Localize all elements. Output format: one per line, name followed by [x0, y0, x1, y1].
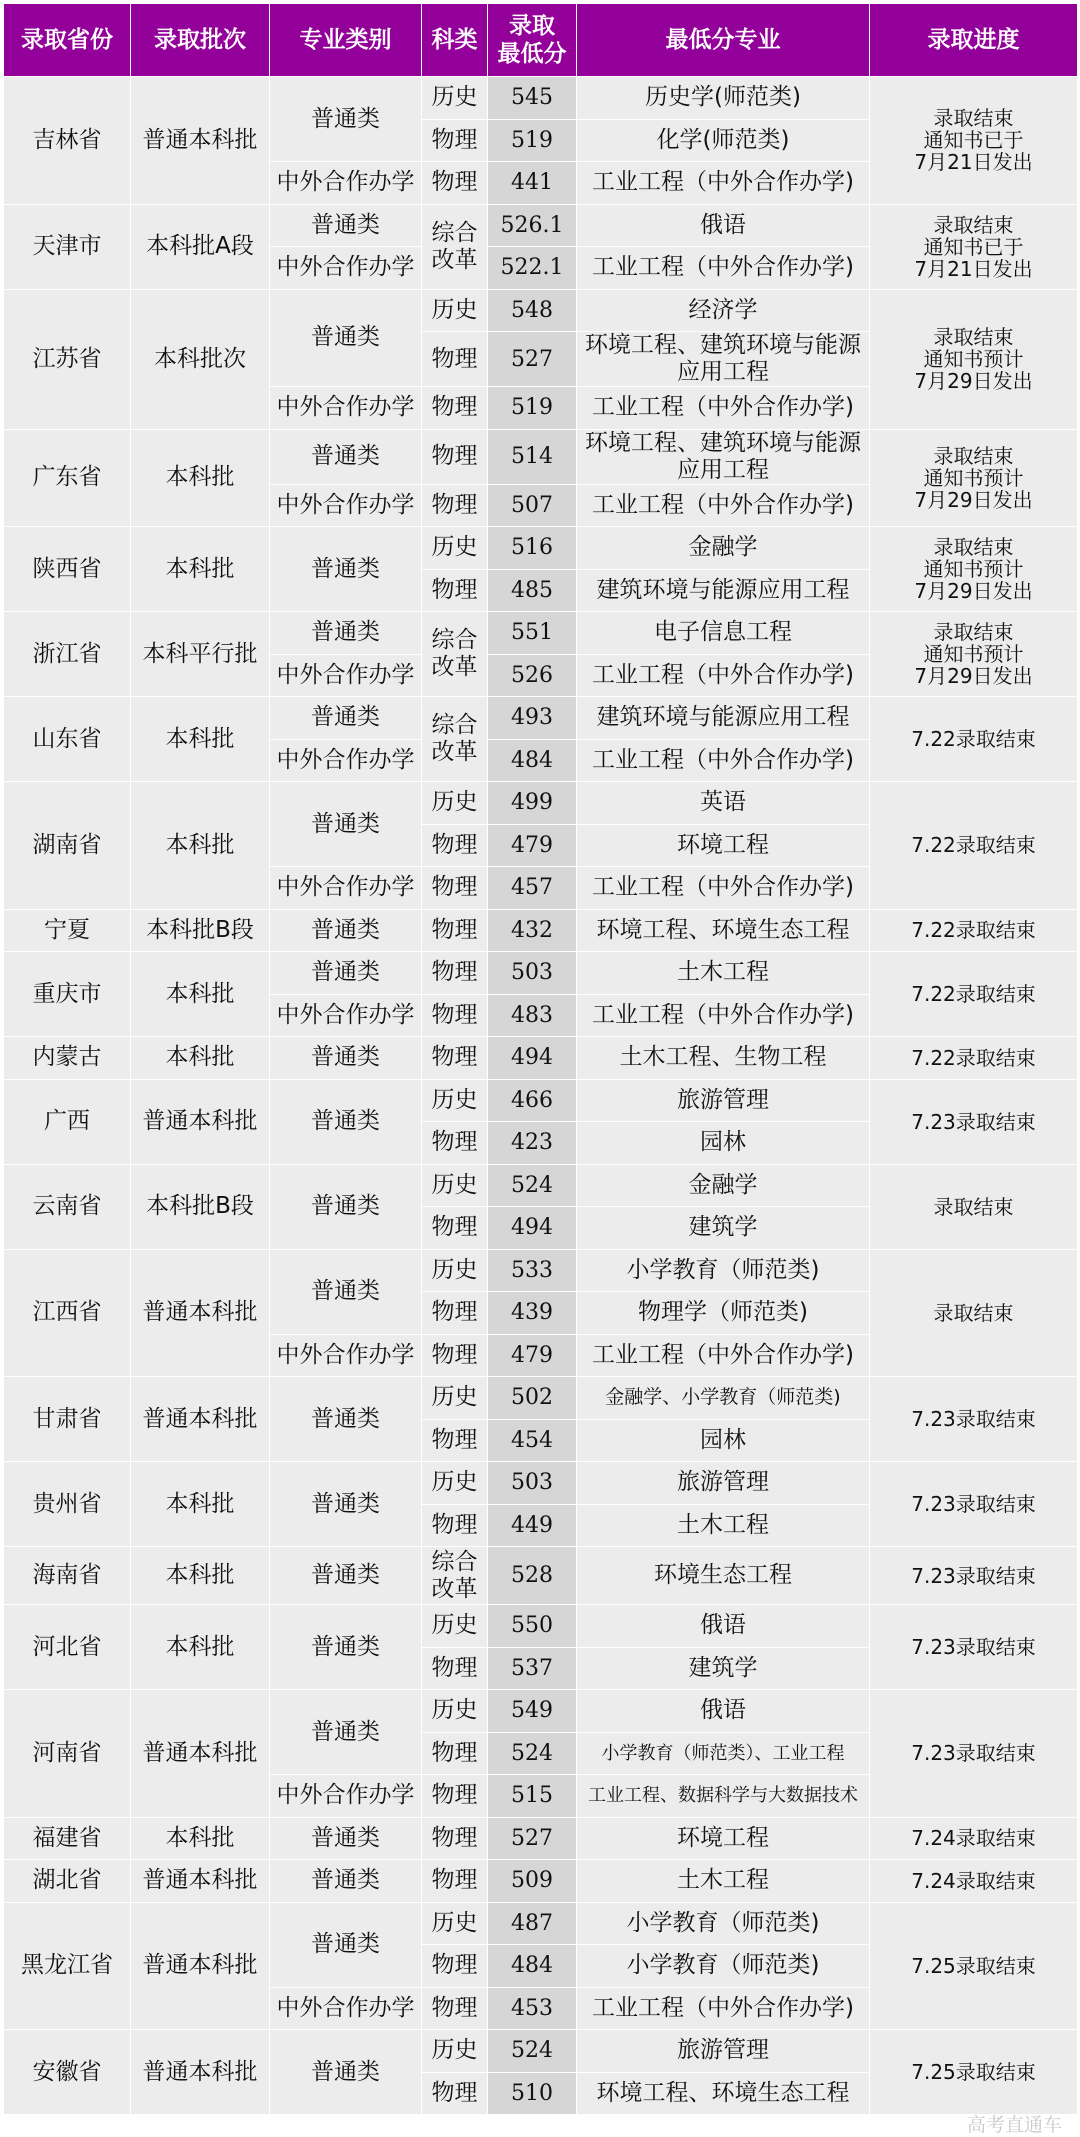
subject-cell: 物理 [422, 1504, 488, 1547]
subject-cell: 历史 [422, 1164, 488, 1207]
province-cell: 重庆市 [4, 952, 131, 1037]
subject-cell: 物理 [422, 1419, 488, 1462]
major-cell: 旅游管理 [577, 2030, 870, 2073]
major-cell: 俄语 [577, 1605, 870, 1648]
header-min-score: 录取 最低分 [488, 4, 577, 77]
score-cell: 522.1 [488, 247, 577, 290]
score-cell: 479 [488, 1334, 577, 1377]
table-row [4, 1164, 1078, 1207]
major-cell: 建筑学 [577, 1647, 870, 1690]
category-cell: 中外合作办学 [270, 1334, 422, 1377]
subject-cell: 物理 [422, 1037, 488, 1080]
subject-cell: 物理 [422, 952, 488, 995]
major-cell: 历史学(师范类) [577, 77, 870, 120]
category-cell: 普通类 [270, 697, 422, 740]
subject-cell: 物理 [422, 1945, 488, 1988]
province-cell: 湖南省 [4, 782, 131, 910]
header-batch: 录取批次 [131, 4, 270, 77]
category-cell: 普通类 [270, 204, 422, 247]
major-cell: 电子信息工程 [577, 612, 870, 655]
subject-cell: 物理 [422, 909, 488, 952]
subject-cell: 物理 [422, 387, 488, 430]
major-cell: 建筑学 [577, 1207, 870, 1250]
score-cell: 515 [488, 1775, 577, 1818]
subject-cell: 物理 [422, 1207, 488, 1250]
subject-cell: 物理 [422, 1647, 488, 1690]
subject-cell: 历史 [422, 1079, 488, 1122]
category-cell: 普通类 [270, 1164, 422, 1249]
table-row [4, 1462, 1078, 1505]
category-cell: 普通类 [270, 1902, 422, 1987]
score-cell: 484 [488, 1945, 577, 1988]
major-cell: 金融学、小学教育（师范类) [577, 1377, 870, 1420]
major-cell: 土木工程 [577, 952, 870, 995]
major-cell: 土木工程 [577, 1504, 870, 1547]
category-cell: 普通类 [270, 1462, 422, 1547]
progress-cell: 7.22录取结束 [870, 952, 1078, 1037]
category-cell: 普通类 [270, 952, 422, 995]
subject-cell: 物理 [422, 332, 488, 387]
score-cell: 549 [488, 1690, 577, 1733]
table-row [4, 697, 1078, 740]
table-row [4, 1079, 1078, 1122]
subject-cell: 历史 [422, 1690, 488, 1733]
category-cell: 普通类 [270, 909, 422, 952]
score-cell: 537 [488, 1647, 577, 1690]
progress-cell: 录取结束 [870, 1164, 1078, 1249]
category-cell: 普通类 [270, 1690, 422, 1775]
major-cell: 小学教育（师范类) [577, 1902, 870, 1945]
table-row [4, 2030, 1078, 2073]
batch-cell: 普通本科批 [131, 1860, 270, 1903]
subject-cell: 物理 [422, 1775, 488, 1818]
major-cell: 环境工程 [577, 824, 870, 867]
category-cell: 普通类 [270, 1547, 422, 1605]
province-cell: 江西省 [4, 1249, 131, 1377]
subject-cell: 历史 [422, 527, 488, 570]
batch-cell: 普通本科批 [131, 2030, 270, 2115]
province-cell: 黑龙江省 [4, 1902, 131, 2030]
score-cell: 550 [488, 1605, 577, 1648]
progress-cell: 录取结束 [870, 1249, 1078, 1377]
subject-cell: 综合 改革 [422, 1547, 488, 1605]
header-row [4, 4, 1078, 77]
table-row [4, 1249, 1078, 1292]
subject-cell: 历史 [422, 1605, 488, 1648]
score-cell: 493 [488, 697, 577, 740]
category-cell: 中外合作办学 [270, 484, 422, 527]
subject-cell: 历史 [422, 782, 488, 825]
score-cell: 527 [488, 1817, 577, 1860]
major-cell: 土木工程 [577, 1860, 870, 1903]
subject-cell: 历史 [422, 2030, 488, 2073]
progress-cell: 7.23录取结束 [870, 1547, 1078, 1605]
admission-table [3, 3, 1078, 2115]
province-cell: 浙江省 [4, 612, 131, 697]
major-cell: 建筑环境与能源应用工程 [577, 569, 870, 612]
major-cell: 俄语 [577, 1690, 870, 1733]
major-cell: 工业工程、数据科学与大数据技术 [577, 1775, 870, 1818]
score-cell: 528 [488, 1547, 577, 1605]
table-row [4, 289, 1078, 332]
category-cell: 普通类 [270, 429, 422, 484]
progress-cell: 7.25录取结束 [870, 1902, 1078, 2030]
major-cell: 旅游管理 [577, 1462, 870, 1505]
table-row [4, 1547, 1078, 1605]
subject-cell: 历史 [422, 1249, 488, 1292]
score-cell: 423 [488, 1122, 577, 1165]
header-province: 录取省份 [4, 4, 131, 77]
category-cell: 中外合作办学 [270, 867, 422, 910]
progress-cell: 7.23录取结束 [870, 1605, 1078, 1690]
province-cell: 山东省 [4, 697, 131, 782]
subject-cell: 物理 [422, 569, 488, 612]
progress-cell: 7.22录取结束 [870, 782, 1078, 910]
subject-cell: 物理 [422, 2072, 488, 2115]
score-cell: 526.1 [488, 204, 577, 247]
batch-cell: 普通本科批 [131, 1249, 270, 1377]
score-cell: 439 [488, 1292, 577, 1335]
batch-cell: 普通本科批 [131, 1377, 270, 1462]
table-row [4, 1037, 1078, 1080]
category-cell: 中外合作办学 [270, 739, 422, 782]
progress-cell: 录取结束 通知书已于 7月21日发出 [870, 77, 1078, 205]
major-cell: 工业工程（中外合作办学) [577, 739, 870, 782]
score-cell: 479 [488, 824, 577, 867]
table-row [4, 952, 1078, 995]
province-cell: 广东省 [4, 429, 131, 527]
batch-cell: 普通本科批 [131, 1690, 270, 1818]
province-cell: 吉林省 [4, 77, 131, 205]
table-row [4, 77, 1078, 120]
province-cell: 天津市 [4, 204, 131, 289]
category-cell: 普通类 [270, 782, 422, 867]
major-cell: 环境工程、环境生态工程 [577, 909, 870, 952]
score-cell: 449 [488, 1504, 577, 1547]
category-cell: 中外合作办学 [270, 1775, 422, 1818]
category-cell: 普通类 [270, 1037, 422, 1080]
table-row [4, 1860, 1078, 1903]
category-cell: 中外合作办学 [270, 387, 422, 430]
major-cell: 工业工程（中外合作办学) [577, 484, 870, 527]
major-cell: 金融学 [577, 527, 870, 570]
subject-cell: 物理 [422, 1292, 488, 1335]
batch-cell: 本科批 [131, 1462, 270, 1547]
score-cell: 514 [488, 429, 577, 484]
score-cell: 432 [488, 909, 577, 952]
subject-cell: 综合 改革 [422, 204, 488, 289]
province-cell: 宁夏 [4, 909, 131, 952]
major-cell: 工业工程（中外合作办学) [577, 654, 870, 697]
category-cell: 普通类 [270, 1817, 422, 1860]
subject-cell: 历史 [422, 289, 488, 332]
category-cell: 中外合作办学 [270, 162, 422, 205]
major-cell: 环境工程、建筑环境与能源应用工程 [577, 332, 870, 387]
score-cell: 545 [488, 77, 577, 120]
subject-cell: 物理 [422, 1817, 488, 1860]
progress-cell: 7.24录取结束 [870, 1860, 1078, 1903]
major-cell: 小学教育（师范类) [577, 1945, 870, 1988]
category-cell: 普通类 [270, 1605, 422, 1690]
major-cell: 俄语 [577, 204, 870, 247]
category-cell: 普通类 [270, 1860, 422, 1903]
category-cell: 普通类 [270, 1249, 422, 1334]
score-cell: 466 [488, 1079, 577, 1122]
score-cell: 487 [488, 1902, 577, 1945]
header-min-major: 最低分专业 [577, 4, 870, 77]
major-cell: 工业工程（中外合作办学) [577, 162, 870, 205]
subject-cell: 历史 [422, 1462, 488, 1505]
score-cell: 507 [488, 484, 577, 527]
score-cell: 524 [488, 1164, 577, 1207]
category-cell: 普通类 [270, 77, 422, 162]
category-cell: 普通类 [270, 612, 422, 655]
score-cell: 453 [488, 1987, 577, 2030]
score-cell: 454 [488, 1419, 577, 1462]
subject-cell: 物理 [422, 867, 488, 910]
category-cell: 中外合作办学 [270, 247, 422, 290]
progress-cell: 7.22录取结束 [870, 697, 1078, 782]
subject-cell: 综合 改革 [422, 612, 488, 697]
batch-cell: 本科批次 [131, 289, 270, 429]
score-cell: 519 [488, 119, 577, 162]
province-cell: 河北省 [4, 1605, 131, 1690]
subject-cell: 历史 [422, 1377, 488, 1420]
progress-cell: 录取结束 通知书预计 7月29日发出 [870, 429, 1078, 527]
score-cell: 441 [488, 162, 577, 205]
province-cell: 贵州省 [4, 1462, 131, 1547]
score-cell: 551 [488, 612, 577, 655]
progress-cell: 录取结束 通知书已于 7月21日发出 [870, 204, 1078, 289]
province-cell: 甘肃省 [4, 1377, 131, 1462]
watermark-text: 高考直通车 [966, 2114, 1062, 2136]
category-cell: 中外合作办学 [270, 654, 422, 697]
subject-cell: 物理 [422, 1732, 488, 1775]
table-row [4, 612, 1078, 655]
major-cell: 小学教育（师范类）、工业工程 [577, 1732, 870, 1775]
table-row [4, 1902, 1078, 1945]
score-cell: 524 [488, 1732, 577, 1775]
subject-cell: 物理 [422, 162, 488, 205]
score-cell: 503 [488, 952, 577, 995]
category-cell: 中外合作办学 [270, 994, 422, 1037]
score-cell: 510 [488, 2072, 577, 2115]
subject-cell: 历史 [422, 1902, 488, 1945]
score-cell: 503 [488, 1462, 577, 1505]
major-cell: 小学教育（师范类) [577, 1249, 870, 1292]
major-cell: 土木工程、生物工程 [577, 1037, 870, 1080]
score-cell: 494 [488, 1207, 577, 1250]
score-cell: 509 [488, 1860, 577, 1903]
progress-cell: 7.22录取结束 [870, 909, 1078, 952]
batch-cell: 本科批 [131, 527, 270, 612]
province-cell: 河南省 [4, 1690, 131, 1818]
subject-cell: 物理 [422, 824, 488, 867]
major-cell: 金融学 [577, 1164, 870, 1207]
batch-cell: 普通本科批 [131, 1079, 270, 1164]
subject-cell: 物理 [422, 429, 488, 484]
progress-cell: 7.23录取结束 [870, 1079, 1078, 1164]
subject-cell: 综合 改革 [422, 697, 488, 782]
subject-cell: 物理 [422, 1122, 488, 1165]
score-cell: 483 [488, 994, 577, 1037]
batch-cell: 本科批 [131, 952, 270, 1037]
subject-cell: 物理 [422, 1860, 488, 1903]
major-cell: 环境工程、建筑环境与能源应用工程 [577, 429, 870, 484]
major-cell: 环境工程 [577, 1817, 870, 1860]
category-cell: 普通类 [270, 527, 422, 612]
batch-cell: 本科批A段 [131, 204, 270, 289]
batch-cell: 本科批 [131, 1817, 270, 1860]
score-cell: 484 [488, 739, 577, 782]
major-cell: 经济学 [577, 289, 870, 332]
major-cell: 园林 [577, 1122, 870, 1165]
major-cell: 园林 [577, 1419, 870, 1462]
province-cell: 海南省 [4, 1547, 131, 1605]
score-cell: 499 [488, 782, 577, 825]
subject-cell: 历史 [422, 77, 488, 120]
progress-cell: 录取结束 通知书预计 7月29日发出 [870, 612, 1078, 697]
table-row [4, 1817, 1078, 1860]
score-cell: 485 [488, 569, 577, 612]
province-cell: 湖北省 [4, 1860, 131, 1903]
progress-cell: 7.23录取结束 [870, 1690, 1078, 1818]
progress-cell: 7.23录取结束 [870, 1462, 1078, 1547]
category-cell: 普通类 [270, 1079, 422, 1164]
score-cell: 516 [488, 527, 577, 570]
header-progress: 录取进度 [870, 4, 1078, 77]
major-cell: 物理学（师范类) [577, 1292, 870, 1335]
province-cell: 江苏省 [4, 289, 131, 429]
table-row [4, 204, 1078, 247]
score-cell: 524 [488, 2030, 577, 2073]
batch-cell: 本科批 [131, 429, 270, 527]
major-cell: 英语 [577, 782, 870, 825]
province-cell: 云南省 [4, 1164, 131, 1249]
table-row [4, 429, 1078, 484]
batch-cell: 本科批 [131, 697, 270, 782]
batch-cell: 本科批B段 [131, 909, 270, 952]
major-cell: 工业工程（中外合作办学) [577, 867, 870, 910]
batch-cell: 本科批 [131, 1605, 270, 1690]
score-cell: 457 [488, 867, 577, 910]
progress-cell: 7.24录取结束 [870, 1817, 1078, 1860]
province-cell: 广西 [4, 1079, 131, 1164]
score-cell: 502 [488, 1377, 577, 1420]
major-cell: 建筑环境与能源应用工程 [577, 697, 870, 740]
major-cell: 旅游管理 [577, 1079, 870, 1122]
province-cell: 安徽省 [4, 2030, 131, 2115]
batch-cell: 本科批 [131, 1037, 270, 1080]
score-cell: 548 [488, 289, 577, 332]
table-row [4, 909, 1078, 952]
category-cell: 普通类 [270, 289, 422, 387]
major-cell: 工业工程（中外合作办学) [577, 1987, 870, 2030]
major-cell: 环境工程、环境生态工程 [577, 2072, 870, 2115]
table-row [4, 1377, 1078, 1420]
header-subject: 科类 [422, 4, 488, 77]
subject-cell: 物理 [422, 1987, 488, 2030]
subject-cell: 物理 [422, 994, 488, 1037]
progress-cell: 录取结束 通知书预计 7月29日发出 [870, 527, 1078, 612]
batch-cell: 普通本科批 [131, 1902, 270, 2030]
progress-cell: 7.25录取结束 [870, 2030, 1078, 2115]
progress-cell: 录取结束 通知书预计 7月29日发出 [870, 289, 1078, 429]
score-cell: 533 [488, 1249, 577, 1292]
progress-cell: 7.23录取结束 [870, 1377, 1078, 1462]
batch-cell: 本科批B段 [131, 1164, 270, 1249]
province-cell: 福建省 [4, 1817, 131, 1860]
score-cell: 494 [488, 1037, 577, 1080]
subject-cell: 物理 [422, 484, 488, 527]
subject-cell: 物理 [422, 1334, 488, 1377]
category-cell: 中外合作办学 [270, 1987, 422, 2030]
progress-cell: 7.22录取结束 [870, 1037, 1078, 1080]
batch-cell: 本科批 [131, 782, 270, 910]
province-cell: 陕西省 [4, 527, 131, 612]
major-cell: 工业工程（中外合作办学) [577, 994, 870, 1037]
major-cell: 化学(师范类) [577, 119, 870, 162]
score-cell: 527 [488, 332, 577, 387]
score-cell: 526 [488, 654, 577, 697]
header-category: 专业类别 [270, 4, 422, 77]
batch-cell: 普通本科批 [131, 77, 270, 205]
batch-cell: 本科批 [131, 1547, 270, 1605]
major-cell: 工业工程（中外合作办学) [577, 387, 870, 430]
province-cell: 内蒙古 [4, 1037, 131, 1080]
batch-cell: 本科平行批 [131, 612, 270, 697]
table-row [4, 527, 1078, 570]
major-cell: 工业工程（中外合作办学) [577, 1334, 870, 1377]
category-cell: 普通类 [270, 1377, 422, 1462]
major-cell: 环境生态工程 [577, 1547, 870, 1605]
category-cell: 普通类 [270, 2030, 422, 2115]
table-row [4, 1605, 1078, 1648]
subject-cell: 物理 [422, 119, 488, 162]
table-row [4, 1690, 1078, 1733]
major-cell: 工业工程（中外合作办学) [577, 247, 870, 290]
score-cell: 519 [488, 387, 577, 430]
table-row [4, 782, 1078, 825]
